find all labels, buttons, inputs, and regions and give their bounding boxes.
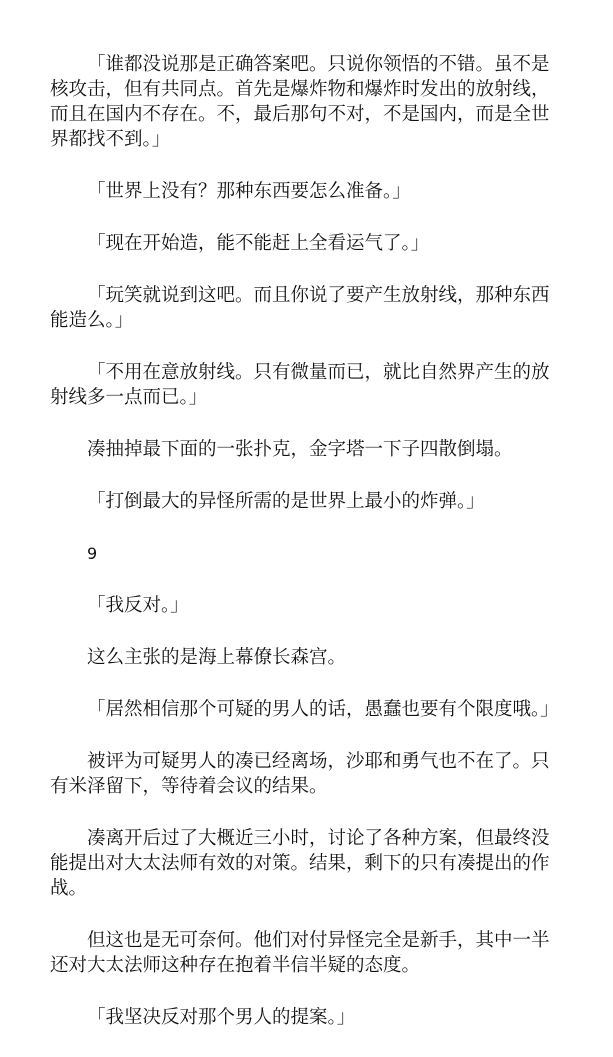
paragraph-2: 「世界上没有？那种东西要怎么准备。」 [87, 181, 411, 202]
paragraph-12: 被评为可疑男人的凑已经离场，沙耶和勇气也不在了。只有米泽留下，等待着会议的结果。 [50, 751, 550, 797]
paragraph-5: 「不用在意放射线。只有微量而已，就比自然界产生的放射线多一点而已。」 [50, 362, 550, 408]
paragraph-9: 「我反对。」 [87, 595, 189, 616]
paragraph-10: 这么主张的是海上幕僚长森宫。 [87, 647, 347, 668]
paragraph-3: 「现在开始造，能不能赶上全看运气了。」 [87, 233, 430, 254]
paragraph-4: 「玩笑就说到这吧。而且你说了要产生放射线，那种东西能造么。」 [50, 285, 550, 331]
section-number: 9 [87, 544, 98, 563]
paragraph-15: 「我坚决反对那个男人的提案。」 [87, 1007, 356, 1028]
paragraph-11: 「居然相信那个可疑的男人的话，愚蠢也要有个限度哦。」 [87, 699, 559, 720]
body-text [50, 52, 560, 1057]
paragraph-14: 但这也是无可奈何。他们对付异怪完全是新手，其中一半还对大太法师这种存在抱着半信半疑的态度。 [50, 930, 550, 976]
paragraph-7: 「打倒最大的异怪所需的是世界上最小的炸弹。」 [87, 491, 485, 512]
paragraph-1: 「谁都没说那是正确答案吧。只说你领悟的不错。虽不是核攻击，但有共同点。首先是爆炸物和爆炸时发出的放射线，而且在国内不存在。不，最后那句不对，不是国内，而是全世界都找不到。」 [50, 54, 550, 150]
paragraph-6: 凑抽掉最下面的一张扑克，金字塔一下子四散倒塌。 [87, 439, 513, 460]
paragraph-13: 凑离开后过了大概近三小时，讨论了各种方案，但最终没能提出对大太法师有效的对策。结果，剩下的只有凑提出的作战。 [50, 828, 550, 899]
